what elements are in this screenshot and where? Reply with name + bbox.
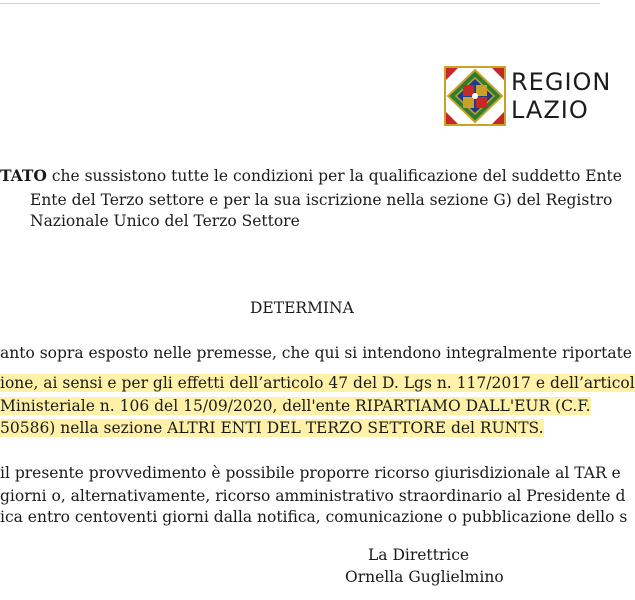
regione-lazio-emblem-icon (444, 66, 506, 126)
iscrizione-line-2 (0, 396, 591, 416)
constatato-line-1 (0, 166, 622, 186)
page-top-border (0, 3, 600, 4)
ricorso-line-2: giorni o, alternativamente, ricorso amministrativo straordinario al Presidente d (0, 487, 626, 505)
regione-lazio-logo (444, 66, 612, 126)
constatato-line-1-text: che sussistono tutte le condizioni per la qualificazione del suddetto Ente (46, 167, 622, 185)
ricorso-line-1: il presente provvedimento è possibile proporre ricorso giurisdizionale al TAR e (0, 464, 621, 482)
iscrizione-line-3-text: 50586) nella sezione ALTRI ENTI DEL TERZO SETTORE del RUNTS. (0, 419, 544, 437)
constatato-lead: TATO (0, 166, 47, 185)
signature-title: La Direttrice (368, 546, 470, 564)
constatato-line-3: Nazionale Unico del Terzo Settore (30, 212, 300, 230)
logo-text-line2: LAZIO (511, 96, 589, 124)
iscrizione-line-1 (0, 373, 635, 393)
iscrizione-line-1-text: ione, ai sensi e per gli effetti dell’articolo 47 del D. Lgs n. 117/2017 e dell’articol (0, 374, 635, 392)
constatato-line-2: Ente del Terzo settore e per la sua iscrizione nella sezione G) del Registro (30, 191, 613, 209)
signature-name: Ornella Guglielmino (345, 568, 504, 586)
premesse-line-1: anto sopra esposto nelle premesse, che qui si intendono integralmente riportate (0, 344, 632, 362)
iscrizione-line-3 (0, 418, 544, 438)
determina-heading: DETERMINA (250, 299, 354, 317)
iscrizione-line-2-text: Ministeriale n. 106 del 15/09/2020, dell'ente RIPARTIAMO DALL'EUR (C.F. (0, 397, 591, 415)
logo-text-line1: REGION (511, 68, 612, 96)
ricorso-line-3: ica entro centoventi giorni dalla notifica, comunicazione o pubblicazione dello s (0, 508, 628, 526)
